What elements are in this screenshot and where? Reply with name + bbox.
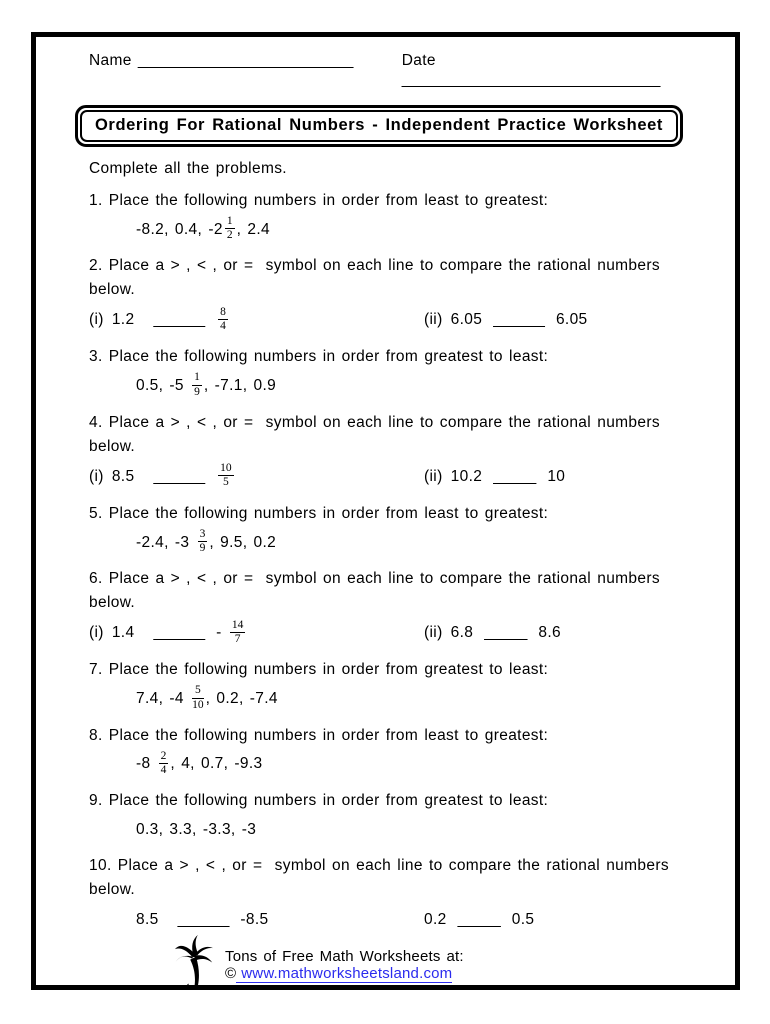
compare-left-value: 1.2 — [111, 311, 135, 329]
compare-item — [89, 463, 424, 490]
item-label: (ii) — [424, 624, 443, 642]
compare-left-value: 1.4 — [111, 624, 135, 642]
number-text: 0.3, 3.3, -3.3, -3 — [136, 820, 257, 838]
number-list — [89, 372, 685, 399]
fraction — [198, 528, 208, 555]
instruction-text: Complete all the problems. — [89, 160, 287, 177]
fraction — [218, 306, 228, 333]
fraction-denominator: 4 — [220, 319, 226, 332]
compare-item — [424, 624, 561, 642]
answer-blank: ______ — [153, 311, 206, 329]
compare-right-value — [547, 468, 565, 486]
compare-right-value — [240, 911, 268, 929]
fraction-numerator: 1 — [192, 371, 202, 385]
problem — [89, 658, 685, 712]
problem-prompt-line2: below. — [89, 281, 136, 299]
worksheet-border — [31, 32, 740, 990]
answer-blank: ______ — [177, 911, 230, 929]
problem-prompt: 2. Place a > , < , or = symbol on each line to compare the rational numbers — [89, 257, 660, 275]
number-text: , 2.4 — [236, 220, 270, 238]
compare-item — [424, 311, 588, 329]
name-date-row — [89, 51, 685, 89]
title-box — [75, 105, 683, 147]
number-text: 10 — [547, 467, 566, 485]
fraction-denominator: 10 — [192, 698, 204, 711]
number-text: , 4, 0.7, -9.3 — [170, 755, 263, 773]
item-label: (i) — [89, 311, 104, 329]
compare-right-value — [512, 911, 535, 929]
problem — [89, 567, 685, 647]
palm-tree-icon — [174, 934, 216, 990]
problem — [89, 854, 685, 934]
compare-item — [89, 307, 424, 334]
title-box-inner — [80, 110, 678, 142]
number-list — [89, 751, 685, 778]
number-text: 7.4, -4 — [136, 690, 191, 708]
footer-link[interactable]: www.mathworksheetsland.com — [236, 965, 452, 983]
problem-prompt: 10. Place a > , < , or = symbol on each line to compare the rational numbers — [89, 857, 669, 875]
fraction-numerator: 3 — [198, 528, 208, 542]
fraction — [192, 684, 204, 711]
footer-credit — [216, 948, 685, 990]
fraction-denominator: 5 — [223, 476, 229, 489]
item-label: (i) — [89, 624, 104, 642]
number-text: - — [216, 624, 228, 642]
compare-item — [424, 911, 534, 929]
problem — [89, 789, 685, 843]
date-field — [402, 51, 685, 89]
compare-item — [89, 911, 424, 929]
number-text: -2.4, -3 — [136, 533, 196, 551]
compare-right-value — [538, 624, 561, 642]
problem — [89, 254, 685, 334]
number-text: -8.5 — [240, 911, 269, 929]
compare-item — [89, 620, 424, 647]
number-list — [89, 216, 685, 243]
fraction — [218, 462, 234, 489]
worksheet-title: Ordering For Rational Numbers - Independent Practice Worksheet — [95, 116, 663, 134]
compare-item — [424, 468, 565, 486]
answer-blank: ______ — [153, 467, 206, 485]
answer-blank: _____ — [493, 467, 537, 485]
fraction-numerator: 1 — [225, 215, 235, 229]
problem-prompt: 1. Place the following numbers in order from least to greatest: — [89, 192, 549, 209]
fraction — [192, 371, 202, 398]
problem-prompt: 7. Place the following numbers in order from greatest to least: — [89, 661, 549, 679]
number-text: , -7.1, 0.9 — [203, 377, 277, 395]
compare-right-value — [216, 307, 230, 334]
item-label: (i) — [89, 467, 104, 485]
problem — [89, 189, 685, 243]
fraction-numerator: 10 — [218, 462, 234, 476]
problem-prompt: 3. Place the following numbers in order from greatest to least: — [89, 348, 549, 366]
problem-prompt-line2: below. — [89, 594, 136, 612]
compare-left-value: 6.05 — [450, 311, 483, 329]
fraction-numerator: 14 — [230, 619, 246, 633]
number-text: , 0.2, -7.4 — [205, 690, 278, 708]
fraction-numerator: 5 — [192, 684, 204, 698]
problem — [89, 724, 685, 778]
number-text: -8.2, 0.4, -2 — [136, 220, 223, 238]
compare-right-value — [216, 620, 247, 647]
footer — [89, 934, 685, 990]
item-label: (ii) — [424, 467, 443, 485]
compare-row — [89, 306, 685, 334]
fraction — [225, 215, 235, 242]
answer-blank: ______ — [493, 311, 545, 329]
compare-left-value: 6.8 — [450, 624, 474, 642]
compare-left-value: 8.5 — [136, 911, 159, 929]
name-field — [89, 51, 402, 89]
number-text: -8 — [136, 755, 157, 773]
footer-text: Tons of Free Math Worksheets at: © — [225, 948, 464, 983]
fraction-denominator: 7 — [234, 632, 241, 645]
problems-list — [89, 178, 685, 934]
compare-row — [89, 463, 685, 491]
item-label: (ii) — [424, 311, 443, 329]
fraction-denominator: 9 — [199, 542, 206, 555]
fraction-numerator: 2 — [159, 750, 169, 764]
problem-prompt-line2: below. — [89, 437, 136, 455]
problem-prompt: 4. Place a > , < , or = symbol on each line to compare the rational numbers — [89, 413, 660, 431]
compare-left-value: 8.5 — [111, 467, 135, 485]
answer-blank: _____ — [457, 911, 501, 929]
compare-row — [89, 906, 685, 934]
problem-prompt: 9. Place the following numbers in order from greatest to least: — [89, 792, 549, 810]
number-text: , 9.5, 0.2 — [209, 533, 277, 551]
date-label: Date — [401, 52, 436, 69]
date-blank-line: ______________________________ — [401, 71, 661, 88]
fraction — [230, 619, 246, 646]
number-text: 0.5, -5 — [136, 377, 191, 395]
number-list — [89, 529, 685, 556]
compare-right-value — [556, 311, 588, 329]
compare-row — [89, 619, 685, 647]
compare-left-value: 0.2 — [424, 911, 447, 929]
number-list — [89, 685, 685, 712]
problem-prompt: 8. Place the following numbers in order from least to greatest: — [89, 726, 549, 744]
number-list — [89, 816, 685, 843]
compare-left-value: 10.2 — [450, 467, 483, 485]
fraction-denominator: 2 — [226, 229, 233, 242]
name-blank-line: _________________________ — [137, 52, 354, 69]
name-label: Name — [89, 52, 132, 69]
problem — [89, 345, 685, 399]
problem-prompt: 5. Place the following numbers in order from least to greatest: — [89, 504, 549, 522]
fraction-denominator: 4 — [160, 763, 167, 776]
fraction-denominator: 9 — [194, 385, 200, 398]
compare-right-value — [216, 463, 236, 490]
problem — [89, 411, 685, 491]
problem-prompt: 6. Place a > , < , or = symbol on each line to compare the rational numbers — [89, 570, 660, 588]
answer-blank: _____ — [484, 624, 528, 642]
fraction — [159, 750, 169, 777]
number-text: 0.5 — [511, 911, 535, 929]
problem-prompt-line2: below. — [89, 881, 136, 899]
fraction-numerator: 8 — [218, 306, 228, 320]
number-text: 8.6 — [538, 624, 561, 642]
number-text: 6.05 — [555, 311, 588, 329]
problem — [89, 502, 685, 556]
answer-blank: ______ — [153, 624, 206, 642]
